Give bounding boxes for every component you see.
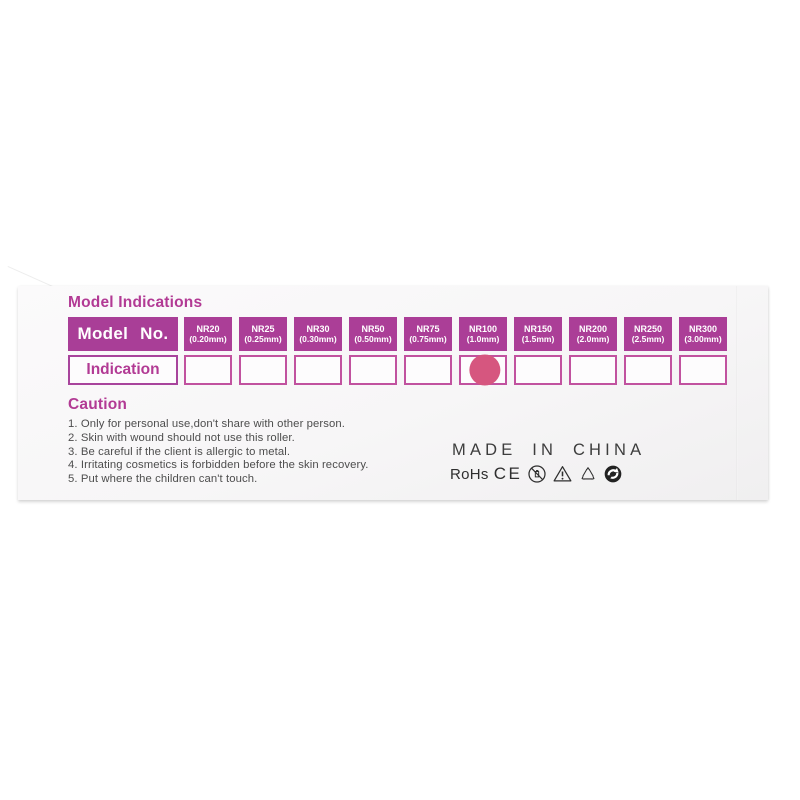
model-size: (0.25mm): [244, 334, 282, 344]
indication-cell-nr100: [459, 355, 507, 385]
model-name: NR25: [251, 324, 275, 334]
rohs-text: RoHs: [450, 465, 489, 483]
indication-dot: [469, 355, 500, 386]
caution-item: 5. Put where the children can't touch.: [68, 473, 258, 486]
caution-item: 4. Irritating cosmetics is forbidden before the skin recovery.: [68, 459, 369, 472]
caution-item: 1. Only for personal use,don't share with other person.: [68, 418, 346, 430]
indication-label-cell: Indication: [68, 355, 178, 385]
model-name: NR75: [416, 324, 440, 334]
model-name: NR50: [361, 324, 385, 334]
caution-item: 3. Be careful if the client is allergic to metal.: [68, 445, 291, 458]
model-name: NR300: [688, 324, 717, 334]
indication-cell-nr300: [679, 355, 727, 385]
indication-cell-nr150: [514, 355, 562, 385]
model-name: NR150: [523, 324, 552, 334]
certification-marks-row: [450, 462, 623, 486]
model-header-cell: [569, 317, 617, 351]
model-name: NR250: [633, 324, 662, 334]
model-size: (1.0mm): [466, 334, 500, 344]
ce-mark-icon: CE: [493, 464, 523, 483]
model-size: (0.20mm): [189, 334, 227, 344]
indication-cell-nr30: [294, 355, 342, 385]
caution-heading: Caution: [68, 396, 128, 413]
indication-cell-nr200: [569, 355, 617, 385]
warning-triangle-icon: [552, 464, 573, 484]
caution-list: [68, 418, 368, 487]
model-name: NR30: [306, 324, 330, 334]
no-disposal-icon: [527, 464, 547, 484]
model-header-cell: [679, 317, 727, 351]
model-size: (2.5mm): [631, 334, 665, 344]
model-header-cell: [239, 317, 287, 351]
indication-cell-nr25: [239, 355, 287, 385]
model-header-cell: [349, 317, 397, 351]
model-size: (0.50mm): [354, 334, 392, 344]
model-header-cell: [184, 317, 232, 351]
model-size: (1.5mm): [521, 334, 555, 344]
model-name: NR20: [196, 324, 220, 334]
indication-cell-nr50: [349, 355, 397, 385]
indication-cell-nr75: [404, 355, 452, 385]
model-name: NR100: [468, 324, 497, 334]
indication-row: [68, 355, 727, 385]
model-table: [68, 317, 727, 385]
made-in-china-text: MADE IN CHINA: [452, 441, 646, 459]
model-size: (0.30mm): [299, 334, 337, 344]
model-indications-title: Model Indications: [68, 294, 203, 311]
recycle-loop-icon: [603, 464, 623, 484]
model-no-header-cell: Model No.: [68, 317, 178, 351]
indication-cell-nr250: [624, 355, 672, 385]
model-header-cell: [294, 317, 342, 351]
model-header-cell: [459, 317, 507, 351]
model-name: NR200: [578, 324, 607, 334]
model-header-row: [68, 317, 727, 351]
box-fold-line: [736, 286, 738, 500]
model-header-cell: [404, 317, 452, 351]
model-size: (0.75mm): [409, 334, 447, 344]
model-size: (3.00mm): [684, 334, 722, 344]
model-header-cell: [514, 317, 562, 351]
model-size: (2.0mm): [576, 334, 610, 344]
product-label: [18, 286, 768, 500]
model-header-cell: [624, 317, 672, 351]
paper-recycling-icon: [578, 465, 598, 484]
caution-item: 2. Skin with wound should not use this roller.: [68, 431, 295, 444]
indication-cell-nr20: [184, 355, 232, 385]
